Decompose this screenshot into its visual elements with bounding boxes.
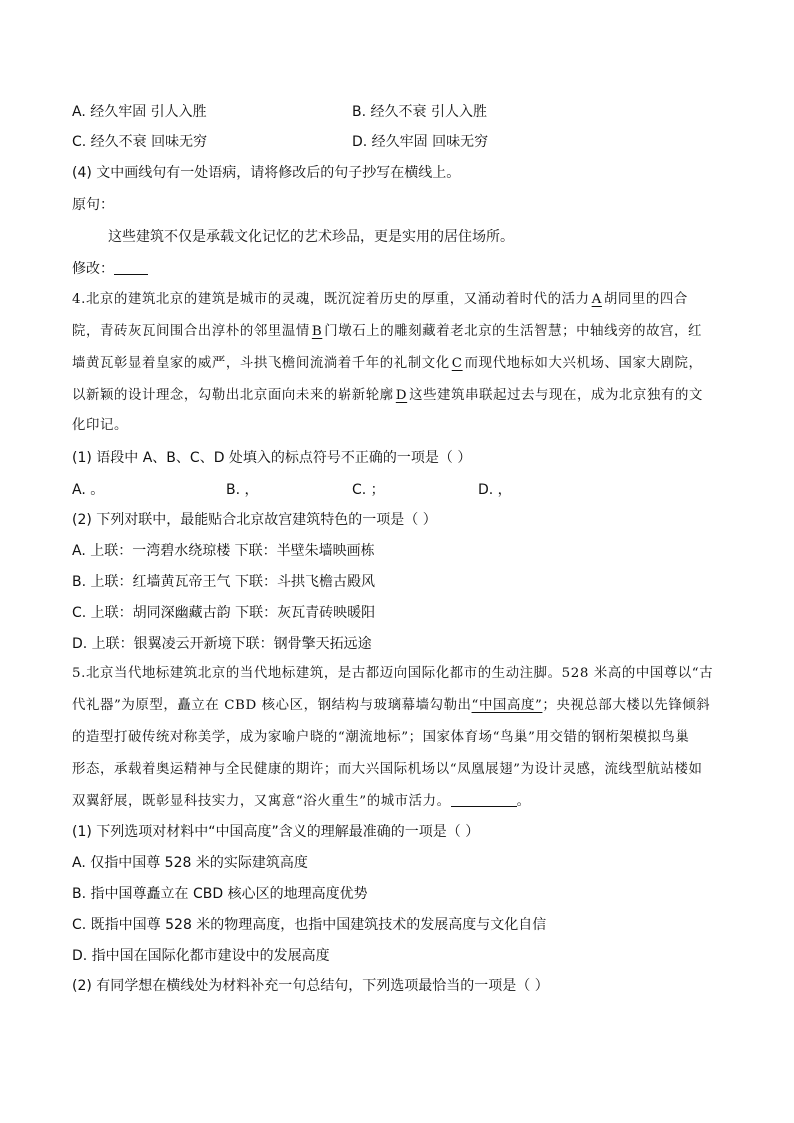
q4-sub1-option-b: B. ， (226, 482, 259, 498)
q4-text: 胡同里的四合 (603, 292, 688, 307)
mark-b: B (311, 324, 323, 339)
q4-text: 院，青砖灰瓦间围合出淳朴的邻里温情 (72, 324, 310, 339)
q5-passage-line-5 (72, 792, 734, 812)
revise-line (72, 259, 734, 279)
q4-passage-line-5: 化印记。 (72, 418, 128, 433)
q5-passage-line-4: 形态，承载着奥运精神与全民健康的期许；而大兴国际机场以“凤凰展翅”为设计灵感，流线型航站楼如 (72, 762, 703, 777)
q4-sub2-option-d: D. 上联：银翼凌云开新境下联：钢骨擎天拓远途 (72, 636, 372, 652)
revise-label: 修改： (72, 261, 114, 277)
underlined-sentence: 这些建筑不仅是承载文化记忆的艺术珍品，更是实用的居住场所。 (108, 229, 514, 245)
q5-sub1-option-d: D. 指中国在国际化都市建设中的发展高度 (72, 948, 330, 964)
q4-text: 门墩石上的雕刻藏着老北京的生活智慧；中轴线旁的故宫，红 (324, 324, 703, 339)
q5-text: 双翼舒展，既彰显科技实力，又寓意“浴火重生”的城市活力。 (72, 794, 451, 809)
q5-text: 。 (516, 794, 531, 809)
q4-sub2-option-a: A. 上联：一湾碧水绕琼楼 下联：半壁朱墙映画栋 (72, 543, 375, 559)
q3-option-a: A. 经久牢固 引人入胜 (72, 104, 207, 120)
q4-text: 4.北京的建筑北京的建筑是城市的灵魂，既沉淀着历史的厚重，又涌动着时代的活力 (72, 292, 590, 307)
q4-sub1-prompt: (1) 语段中 A、B、C、D 处填入的标点符号不正确的一项是（ ） (72, 450, 472, 466)
q4-text: 墙黄瓦彰显着皇家的威严，斗拱飞檐间流淌着千年的礼制文化 (72, 356, 450, 371)
q5-passage-line-3: 的造型打破传统对称美学，成为家喻户晓的“潮流地标”；国家体育场“鸟巢”用交错的钢桁架模拟鸟巢 (72, 730, 690, 745)
original-label: 原句： (72, 197, 114, 213)
q3-sub4-prompt: (4) 文中画线句有一处语病，请将修改后的句子抄写在横线上。 (72, 165, 461, 181)
q4-sub2-prompt: (2) 下列对联中，最能贴合北京故宫建筑特色的一项是（ ） (72, 512, 437, 528)
mark-c: C (451, 356, 463, 371)
q4-text: 而现代地标如大兴机场、国家大剧院， (464, 356, 703, 371)
q4-passage-line-2 (72, 322, 734, 342)
summary-blank (451, 792, 517, 807)
q5-passage-line-1: 5.北京当代地标建筑北京的当代地标建筑，是古都迈向国际化都市的生动注脚。528 米高的中国尊以“古 (72, 666, 714, 681)
q4-passage-line-4 (72, 386, 734, 406)
q5-sub1-option-c: C. 既指中国尊 528 米的物理高度，也指中国建筑技术的发展高度与文化自信 (72, 917, 547, 933)
q3-option-b: B. 经久不衰 引人入胜 (352, 104, 487, 120)
q5-sub2-prompt: (2) 有同学想在横线处为材料补充一句总结句，下列选项最恰当的一项是（ ） (72, 978, 549, 994)
revise-answer-blank (114, 260, 148, 275)
q4-sub2-option-c: C. 上联：胡同深幽藏古韵 下联：灰瓦青砖映暖阳 (72, 605, 376, 621)
q5-text: 代礼器”为原型，矗立在 CBD 核心区，钢结构与玻璃幕墙勾勒出 (72, 698, 472, 713)
mark-d: D (395, 388, 408, 403)
q4-text: 这些建筑串联起过去与现在，成为北京独有的文 (409, 388, 703, 403)
q4-passage-line-3 (72, 354, 734, 374)
q5-text: ；央视总部大楼以先锋倾斜 (542, 698, 711, 713)
q4-sub1-option-d: D. ， (478, 482, 512, 498)
q3-option-d: D. 经久牢固 回味无穷 (352, 134, 489, 150)
q4-sub1-option-c: C. ； (352, 482, 385, 498)
q5-sub1-option-a: A. 仅指中国尊 528 米的实际建筑高度 (72, 855, 308, 871)
q4-sub1-option-a: A. 。 (72, 482, 105, 498)
china-height-underlined: “中国高度” (471, 698, 543, 713)
q4-sub2-option-b: B. 上联：红墙黄瓦帝王气 下联：斗拱飞檐古殿风 (72, 574, 375, 590)
q5-sub1-option-b: B. 指中国尊矗立在 CBD 核心区的地理高度优势 (72, 886, 368, 902)
q3-option-c: C. 经久不衰 回味无穷 (72, 134, 208, 150)
q4-passage-line-1 (72, 290, 734, 310)
q5-sub1-prompt: (1) 下列选项对材料中“中国高度”含义的理解最准确的一项是（ ） (72, 824, 480, 840)
mark-a: A (591, 292, 602, 307)
q4-text: 以新颖的设计理念，勾勒出北京面向未来的崭新轮廓 (72, 388, 394, 403)
q5-passage-line-2 (72, 696, 734, 716)
